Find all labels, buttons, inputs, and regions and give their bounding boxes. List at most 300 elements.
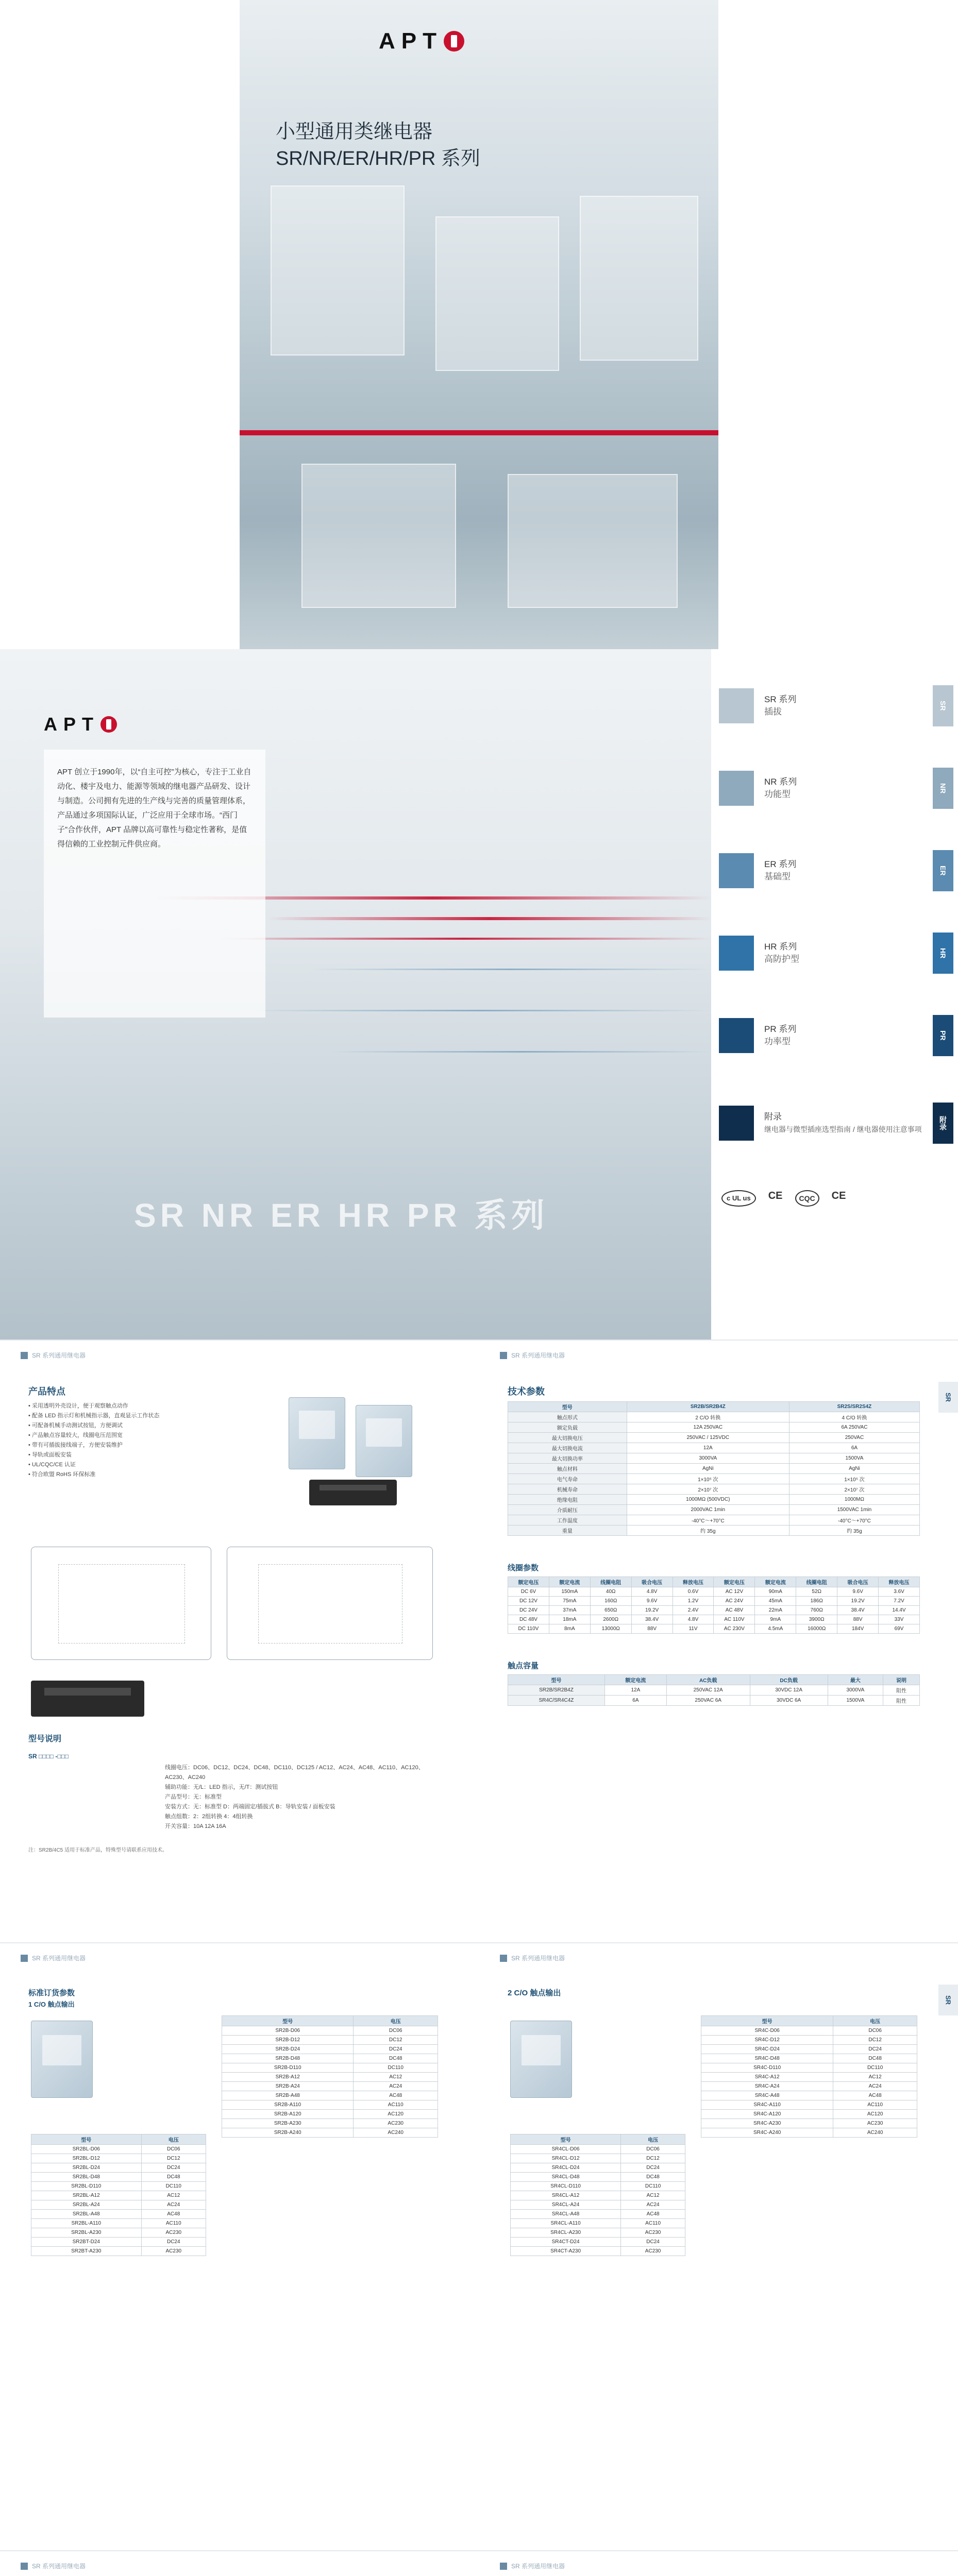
- table-header-cell: 线圈电阻: [796, 1577, 837, 1587]
- tab-sr[interactable]: SR: [938, 1382, 958, 1413]
- table-row: [701, 2128, 917, 2138]
- table-row: [222, 2054, 438, 2063]
- table-cell: AC230: [141, 2247, 206, 2256]
- table-row: [511, 2200, 685, 2210]
- table-row: [222, 2128, 438, 2138]
- table-cell: 18mA: [549, 1615, 590, 1624]
- ce-mark-icon: CE: [831, 1190, 846, 1201]
- table-cell: AC230: [621, 2228, 685, 2238]
- table-cell: 19.2V: [631, 1606, 673, 1615]
- table-row: [701, 2063, 917, 2073]
- table-cell: DC24: [141, 2163, 206, 2173]
- table-header-cell: 型号: [31, 2134, 142, 2145]
- table-row: [222, 2100, 438, 2110]
- table-cell: AC110: [141, 2219, 206, 2228]
- table-cell: AC12: [141, 2191, 206, 2200]
- table-cell: 14.4V: [879, 1606, 920, 1615]
- table-cell: DC12: [621, 2154, 685, 2163]
- table-cell: AC110: [833, 2100, 917, 2110]
- table-cell: 3.6V: [879, 1587, 920, 1597]
- table-row: [31, 2238, 206, 2247]
- table-cell: SR4C-A120: [701, 2110, 833, 2119]
- table-row: [511, 2247, 685, 2256]
- table-cell: 4.8V: [631, 1587, 673, 1597]
- relay-image: [508, 474, 678, 608]
- header-square-icon: [500, 2563, 507, 2570]
- table-cell: SR2BT-A230: [31, 2247, 142, 2256]
- table-row: [222, 2063, 438, 2073]
- table-cell: SR4CT-D24: [511, 2238, 621, 2247]
- table-cell: AC120: [354, 2110, 438, 2119]
- table-cell: SR2BL-A110: [31, 2219, 142, 2228]
- table-row: [511, 2228, 685, 2238]
- table-row: [701, 2110, 917, 2119]
- tab-er[interactable]: ER: [933, 850, 953, 891]
- table-cell: 650Ω: [590, 1606, 631, 1615]
- table-cell: SR4C-A230: [701, 2119, 833, 2128]
- table-cell: SR2BL-A24: [31, 2200, 142, 2210]
- table-row: [701, 2054, 917, 2063]
- table-row: [222, 2045, 438, 2054]
- table-cell: AC230: [833, 2119, 917, 2128]
- table-cell: AC48: [141, 2210, 206, 2219]
- table-cell: SR2B-D06: [222, 2026, 354, 2036]
- nav-pr-code: PR 系列: [764, 1024, 797, 1034]
- table-header-cell: 电压: [141, 2134, 206, 2145]
- nav-sr[interactable]: [719, 680, 946, 732]
- table-row: [511, 2173, 685, 2182]
- install-diagram: [31, 1547, 211, 1660]
- feature-item: • UL/CQC/CE 认证: [28, 1462, 76, 1468]
- table-cell: SR2B-D24: [222, 2045, 354, 2054]
- table-cell: AC110: [621, 2219, 685, 2228]
- table-row: [222, 2073, 438, 2082]
- table-header-cell: AC负载: [666, 1675, 750, 1685]
- table-cell: DC110: [833, 2063, 917, 2073]
- table-row: [508, 1606, 920, 1615]
- table-cell: AC110: [354, 2100, 438, 2110]
- table-row: [701, 2082, 917, 2091]
- table-cell: SR4C-A240: [701, 2128, 833, 2138]
- table-row: [31, 2228, 206, 2238]
- tab-appendix[interactable]: 附录: [933, 1103, 953, 1144]
- table-cell: SR2BL-D06: [31, 2145, 142, 2154]
- table-cell: AC 12V: [714, 1587, 755, 1597]
- table-cell: SR4CL-A12: [511, 2191, 621, 2200]
- table-cell: DC110: [141, 2182, 206, 2191]
- table-header-cell: 最大: [828, 1675, 883, 1685]
- table-row: [511, 2210, 685, 2219]
- table-cell: AC240: [354, 2128, 438, 2138]
- table-header-cell: 吸合电压: [837, 1577, 879, 1587]
- table-cell: SR2B-A230: [222, 2119, 354, 2128]
- table-cell: SR4CL-A110: [511, 2219, 621, 2228]
- nav-appendix-desc: 继电器与微型插座选型指南 / 继电器使用注意事项: [764, 1125, 922, 1133]
- table-row: [31, 2154, 206, 2163]
- table-cell: DC110: [354, 2063, 438, 2073]
- motion-line: [309, 969, 711, 970]
- model-line: 开关容量：10A 12A 16A: [165, 1823, 226, 1829]
- header-square-icon: [21, 1352, 28, 1359]
- cover-title-line2: SR/NR/ER/HR/PR 系列: [276, 148, 480, 170]
- table-cell: 52Ω: [796, 1587, 837, 1597]
- table-cell: SR2B-D110: [222, 2063, 354, 2073]
- table-cell: 阻性: [883, 1685, 920, 1696]
- order-table: [31, 2134, 206, 2256]
- table-cell: AC48: [621, 2210, 685, 2219]
- ordering-page: [0, 1942, 958, 2550]
- tab-nr[interactable]: NR: [933, 768, 953, 809]
- sockets-page: [0, 2550, 958, 2576]
- table-cell: SR4CL-D24: [511, 2163, 621, 2173]
- table-header-cell: DC负载: [750, 1675, 828, 1685]
- page-header: SR 系列通用继电器: [21, 1351, 86, 1360]
- table-cell: SR4C-A48: [701, 2091, 833, 2100]
- table-cell: 38.4V: [837, 1606, 879, 1615]
- table-row: [701, 2119, 917, 2128]
- table-cell: SR4CT-A230: [511, 2247, 621, 2256]
- er-swatch: [719, 853, 754, 888]
- table-cell: 6A: [604, 1696, 666, 1706]
- table-row: [31, 2173, 206, 2182]
- table-cell: SR2B-A48: [222, 2091, 354, 2100]
- relay-image: [435, 216, 559, 371]
- model-line: 线圈电压：DC06、DC12、DC24、DC48、DC110、DC125 / AC12、AC24、AC48、AC110、AC120、AC230、AC240: [165, 1765, 424, 1781]
- relay-image: [271, 185, 405, 355]
- table-cell: SR4CL-A230: [511, 2228, 621, 2238]
- socket-product-image: [31, 1681, 144, 1717]
- table-cell: 12A: [604, 1685, 666, 1696]
- page-header: SR 系列通用继电器: [21, 1954, 86, 1962]
- table-cell: SR4CL-D110: [511, 2182, 621, 2191]
- motion-line: [268, 917, 711, 920]
- table-cell: 88V: [631, 1624, 673, 1634]
- table-cell: SR4C-D24: [701, 2045, 833, 2054]
- table-cell: SR2B-A24: [222, 2082, 354, 2091]
- tab-hr[interactable]: HR: [933, 933, 953, 974]
- table-cell: 69V: [879, 1624, 920, 1634]
- cover-photo: [240, 0, 718, 649]
- table-cell: DC24: [833, 2045, 917, 2054]
- table-cell: SR2BL-D110: [31, 2182, 142, 2191]
- table-cell: 9.6V: [837, 1587, 879, 1597]
- table-header-cell: 额定电流: [549, 1577, 590, 1587]
- table-row: [511, 2191, 685, 2200]
- sockets-column: [0, 2551, 479, 2576]
- table-row: [508, 1624, 920, 1634]
- model-note: 注：SR2B/4C5 适用于标准产品，特殊型号请联系应用技术。: [28, 1848, 168, 1853]
- table-cell: SR2BL-A48: [31, 2210, 142, 2219]
- table-cell: DC12: [141, 2154, 206, 2163]
- nav-nr-desc: 功能型: [764, 789, 791, 799]
- nav-hr-code: HR 系列: [764, 942, 797, 952]
- table-cell: DC48: [354, 2054, 438, 2063]
- table-cell: SR2BT-D24: [31, 2238, 142, 2247]
- spec-column: [479, 1341, 958, 1942]
- page-header: SR 系列通用继电器: [500, 1954, 565, 1962]
- table-row: [31, 2210, 206, 2219]
- nav-appendix[interactable]: [719, 1092, 946, 1154]
- model-code: SR □□□□ -□□□: [28, 1753, 69, 1760]
- nav-er-desc: 基础型: [764, 872, 791, 882]
- model-line: 产品型号：无：标准型: [165, 1794, 222, 1800]
- cqc-mark-icon: CQC: [795, 1190, 819, 1207]
- ordering-left: [0, 1943, 479, 2550]
- table-row: [508, 1696, 920, 1706]
- feature-item: • 带有可插拔接线端子，方便安装维护: [28, 1442, 123, 1448]
- model-line: 安装方式：无：标准型 D：两端固定/插拔式 B：导轨安装 / 面板安装: [165, 1804, 335, 1810]
- table-cell: 760Ω: [796, 1606, 837, 1615]
- motion-line: [216, 938, 711, 940]
- contact-title: 触点容量: [508, 1662, 539, 1670]
- table-cell: SR4C-D12: [701, 2036, 833, 2045]
- table-cell: 3000VA: [828, 1685, 883, 1696]
- table-cell: 150mA: [549, 1587, 590, 1597]
- header-square-icon: [500, 1352, 507, 1359]
- tab-sr[interactable]: SR: [933, 685, 953, 726]
- table-cell: 88V: [837, 1615, 879, 1624]
- table-cell: SR2B-A12: [222, 2073, 354, 2082]
- appendix-swatch: [719, 1106, 754, 1141]
- nav-er[interactable]: [719, 845, 946, 896]
- table-cell: 1.2V: [673, 1597, 714, 1606]
- intro-photo: [0, 649, 711, 1340]
- table-header-cell: 吸合电压: [631, 1577, 673, 1587]
- table-cell: 186Ω: [796, 1597, 837, 1606]
- relay-product-image: [289, 1397, 345, 1469]
- table-cell: SR4C-D110: [701, 2063, 833, 2073]
- table-row: [31, 2182, 206, 2191]
- nav-hr[interactable]: [719, 927, 946, 979]
- table-cell: 30VDC 6A: [750, 1696, 828, 1706]
- ordering-subtitle: 1 C/O 触点输出: [28, 2001, 75, 2008]
- relay-image: [301, 464, 456, 608]
- relay-product-image: [510, 2021, 572, 2098]
- nav-pr-desc: 功率型: [764, 1037, 791, 1046]
- intro-page: [0, 649, 958, 1340]
- table-cell: DC110: [621, 2182, 685, 2191]
- table-cell: SR4C-A110: [701, 2100, 833, 2110]
- table-cell: AC12: [354, 2073, 438, 2082]
- nav-er-code: ER 系列: [764, 859, 797, 869]
- table-cell: SR4C-D48: [701, 2054, 833, 2063]
- table-cell: 1500VA: [828, 1696, 883, 1706]
- feature-list: [28, 1401, 255, 1480]
- certification-marks: [721, 1190, 846, 1207]
- nav-sr-desc: 插拔: [764, 707, 782, 717]
- table-header-cell: 电压: [833, 2016, 917, 2026]
- table-row: [508, 1685, 920, 1696]
- feature-item: • 采用透明外壳设计，便于观察触点动作: [28, 1403, 128, 1409]
- nav-nr[interactable]: [719, 762, 946, 814]
- charts-column: [479, 2551, 958, 2576]
- table-cell: DC24: [621, 2163, 685, 2173]
- table-cell: DC 12V: [508, 1597, 549, 1606]
- table-cell: DC48: [833, 2054, 917, 2063]
- table-cell: 8mA: [549, 1624, 590, 1634]
- table-row: [701, 2045, 917, 2054]
- table-row: [31, 2247, 206, 2256]
- spec-title: 技术参数: [508, 1386, 545, 1397]
- ul-mark-icon: c UL us: [721, 1190, 756, 1207]
- header-square-icon: [21, 1955, 28, 1962]
- table-header-cell: 额定电流: [604, 1675, 666, 1685]
- table-cell: 11V: [673, 1624, 714, 1634]
- table-header-cell: 额定电压: [508, 1577, 549, 1587]
- table-header-cell: 型号: [508, 1675, 605, 1685]
- table-cell: DC24: [621, 2238, 685, 2247]
- table-cell: 45mA: [755, 1597, 796, 1606]
- table-cell: DC06: [833, 2026, 917, 2036]
- table-cell: 2.4V: [673, 1606, 714, 1615]
- tab-pr[interactable]: PR: [933, 1015, 953, 1056]
- table-cell: 30VDC 12A: [750, 1685, 828, 1696]
- order-table: [222, 2015, 438, 2138]
- table-cell: DC 6V: [508, 1587, 549, 1597]
- model-line: 辅助功能：无/L：LED 指示，无/T：测试按钮: [165, 1784, 278, 1790]
- table-row: [222, 2110, 438, 2119]
- table-row: [222, 2026, 438, 2036]
- ordering-title-2co: 2 C/O 触点输出: [508, 1989, 561, 1997]
- table-cell: 33V: [879, 1615, 920, 1624]
- socket-product-image: [309, 1480, 397, 1505]
- cover-title-line1: 小型通用类继电器: [276, 121, 433, 143]
- feature-item: • 产品触点容量较大，线圈电压范围宽: [28, 1432, 123, 1438]
- pr-swatch: [719, 1018, 754, 1053]
- feature-item: • 可配备机械手动测试按钮，方便调试: [28, 1422, 123, 1429]
- table-cell: AC230: [354, 2119, 438, 2128]
- table-row: [511, 2163, 685, 2173]
- table-header-cell: 型号: [222, 2016, 354, 2026]
- table-row: [511, 2219, 685, 2228]
- spec-table: 型号 SR2B/SR2B4Z SR2S/SR2S4Z 触点形式 2 C/O 转换 4 C/O 转换 额定负载 12A 250VAC 6A 250VAC 最大切换电压 250VAC / 125VDC 250VAC 最大切换电流 12A 6A 最大切换功率 3000VA 1500VA 触点材料 AgNi AgNi 电气寿命 1×10⁵ 次 1×10⁵ 次 机械寿命 2×10⁷ 次 2×10⁷ 次 绝缘电阻 1000MΩ (500VDC) 1000MΩ 介质耐压 2000VAC 1min 1500VAC 1min 工作温度 -40°C～+70°C -40°C～+70°C 重量 约 35g 约 35g: [508, 1401, 920, 1536]
- table-header-cell: 额定电流: [755, 1577, 796, 1587]
- table-row: [511, 2182, 685, 2191]
- table-row: [701, 2091, 917, 2100]
- table-row: [508, 1597, 920, 1606]
- table-cell: 90mA: [755, 1587, 796, 1597]
- ordering-right: [479, 1943, 958, 2550]
- table-cell: AC48: [354, 2091, 438, 2100]
- table-row: [701, 2036, 917, 2045]
- table-cell: 4.8V: [673, 1615, 714, 1624]
- page-header: SR 系列通用继电器: [21, 2562, 86, 2570]
- tab-sr[interactable]: SR: [938, 1985, 958, 2015]
- table-cell: 2600Ω: [590, 1615, 631, 1624]
- table-row: [511, 2238, 685, 2247]
- table-cell: AC12: [833, 2073, 917, 2082]
- table-header-cell: 电压: [621, 2134, 685, 2145]
- table-header-cell: 额定电压: [714, 1577, 755, 1587]
- table-cell: SR4C/SR4C4Z: [508, 1696, 605, 1706]
- table-header-cell: 释放电压: [879, 1577, 920, 1587]
- intro-paragraph: APT 创立于1990年，以“自主可控”为核心，专注于工业自动化、楼宇及电力、能源等领域的继电器产品研发、设计与制造。公司拥有先进的生产线与完善的质量管理体系，产品通过多项国际认证，广泛应用于全球市场。“西门子”合作伙伴，APT 品牌以高可靠性与稳定性著称，是值得信赖的工业控制元件供应商。: [57, 768, 251, 849]
- table-cell: 40Ω: [590, 1587, 631, 1597]
- table-row: [222, 2082, 438, 2091]
- table-cell: SR2BL-D24: [31, 2163, 142, 2173]
- table-cell: DC24: [141, 2238, 206, 2247]
- table-cell: 16000Ω: [796, 1624, 837, 1634]
- nav-sr-code: SR 系列: [764, 694, 797, 704]
- table-cell: SR2BL-D48: [31, 2173, 142, 2182]
- header-square-icon: [500, 1955, 507, 1962]
- table-cell: 3900Ω: [796, 1615, 837, 1624]
- table-cell: 75mA: [549, 1597, 590, 1606]
- nav-pr[interactable]: [719, 1010, 946, 1061]
- feature-item: • 配备 LED 指示灯和机械指示器，直观显示工作状态: [28, 1413, 160, 1419]
- table-header-cell: 说明: [883, 1675, 920, 1685]
- table-cell: AC 48V: [714, 1606, 755, 1615]
- table-row: [508, 1587, 920, 1597]
- table-cell: SR4CL-D12: [511, 2154, 621, 2163]
- model-line: 触点组数：2：2组转换 4：4组转换: [165, 1814, 253, 1820]
- table-cell: DC 48V: [508, 1615, 549, 1624]
- table-cell: 阻性: [883, 1696, 920, 1706]
- table-cell: AC 230V: [714, 1624, 755, 1634]
- table-row: [31, 2163, 206, 2173]
- relay-product-image: [31, 2021, 93, 2098]
- table-cell: AC240: [833, 2128, 917, 2138]
- table-cell: 9mA: [755, 1615, 796, 1624]
- table-header-cell: 电压: [354, 2016, 438, 2026]
- table-cell: AC 110V: [714, 1615, 755, 1624]
- table-cell: 184V: [837, 1624, 879, 1634]
- order-table: [510, 2134, 685, 2256]
- motion-line: [247, 1010, 711, 1011]
- indicator-diagram: [227, 1547, 433, 1660]
- table-cell: DC12: [833, 2036, 917, 2045]
- brand-logo: APT: [379, 28, 464, 54]
- table-cell: AC120: [833, 2110, 917, 2119]
- table-cell: DC24: [354, 2045, 438, 2054]
- table-row: [31, 2145, 206, 2154]
- table-cell: SR2B-A120: [222, 2110, 354, 2119]
- page-header: SR 系列通用继电器: [500, 1351, 565, 1360]
- cover-page: [0, 0, 958, 649]
- sr-swatch: [719, 688, 754, 723]
- series-banner: SR NR ER HR PR 系列: [134, 1197, 549, 1234]
- table-cell: SR2B-D48: [222, 2054, 354, 2063]
- features-title: 产品特点: [28, 1386, 65, 1397]
- table-row: [511, 2145, 685, 2154]
- table-cell: SR4C-A24: [701, 2082, 833, 2091]
- table-cell: 0.6V: [673, 1587, 714, 1597]
- table-cell: AC 24V: [714, 1597, 755, 1606]
- table-cell: DC 24V: [508, 1606, 549, 1615]
- table-cell: 22mA: [755, 1606, 796, 1615]
- table-cell: 19.2V: [837, 1597, 879, 1606]
- contact-table: [508, 1674, 920, 1706]
- table-cell: SR2B/SR2B4Z: [508, 1685, 605, 1696]
- table-cell: DC06: [354, 2026, 438, 2036]
- table-cell: 4.5mA: [755, 1624, 796, 1634]
- brand-logo: APT: [44, 714, 117, 735]
- table-cell: DC 110V: [508, 1624, 549, 1634]
- table-cell: SR2B-D12: [222, 2036, 354, 2045]
- table-cell: 37mA: [549, 1606, 590, 1615]
- hr-swatch: [719, 936, 754, 971]
- table-cell: SR2BL-D12: [31, 2154, 142, 2163]
- table-cell: AC24: [833, 2082, 917, 2091]
- nav-appendix-code: 附录: [764, 1112, 782, 1122]
- table-cell: SR2B-A240: [222, 2128, 354, 2138]
- table-cell: AC24: [621, 2200, 685, 2210]
- table-cell: DC12: [354, 2036, 438, 2045]
- relay-product-image: [356, 1405, 412, 1477]
- table-cell: 38.4V: [631, 1615, 673, 1624]
- features-column: [0, 1341, 479, 1942]
- table-header-cell: 线圈电阻: [590, 1577, 631, 1587]
